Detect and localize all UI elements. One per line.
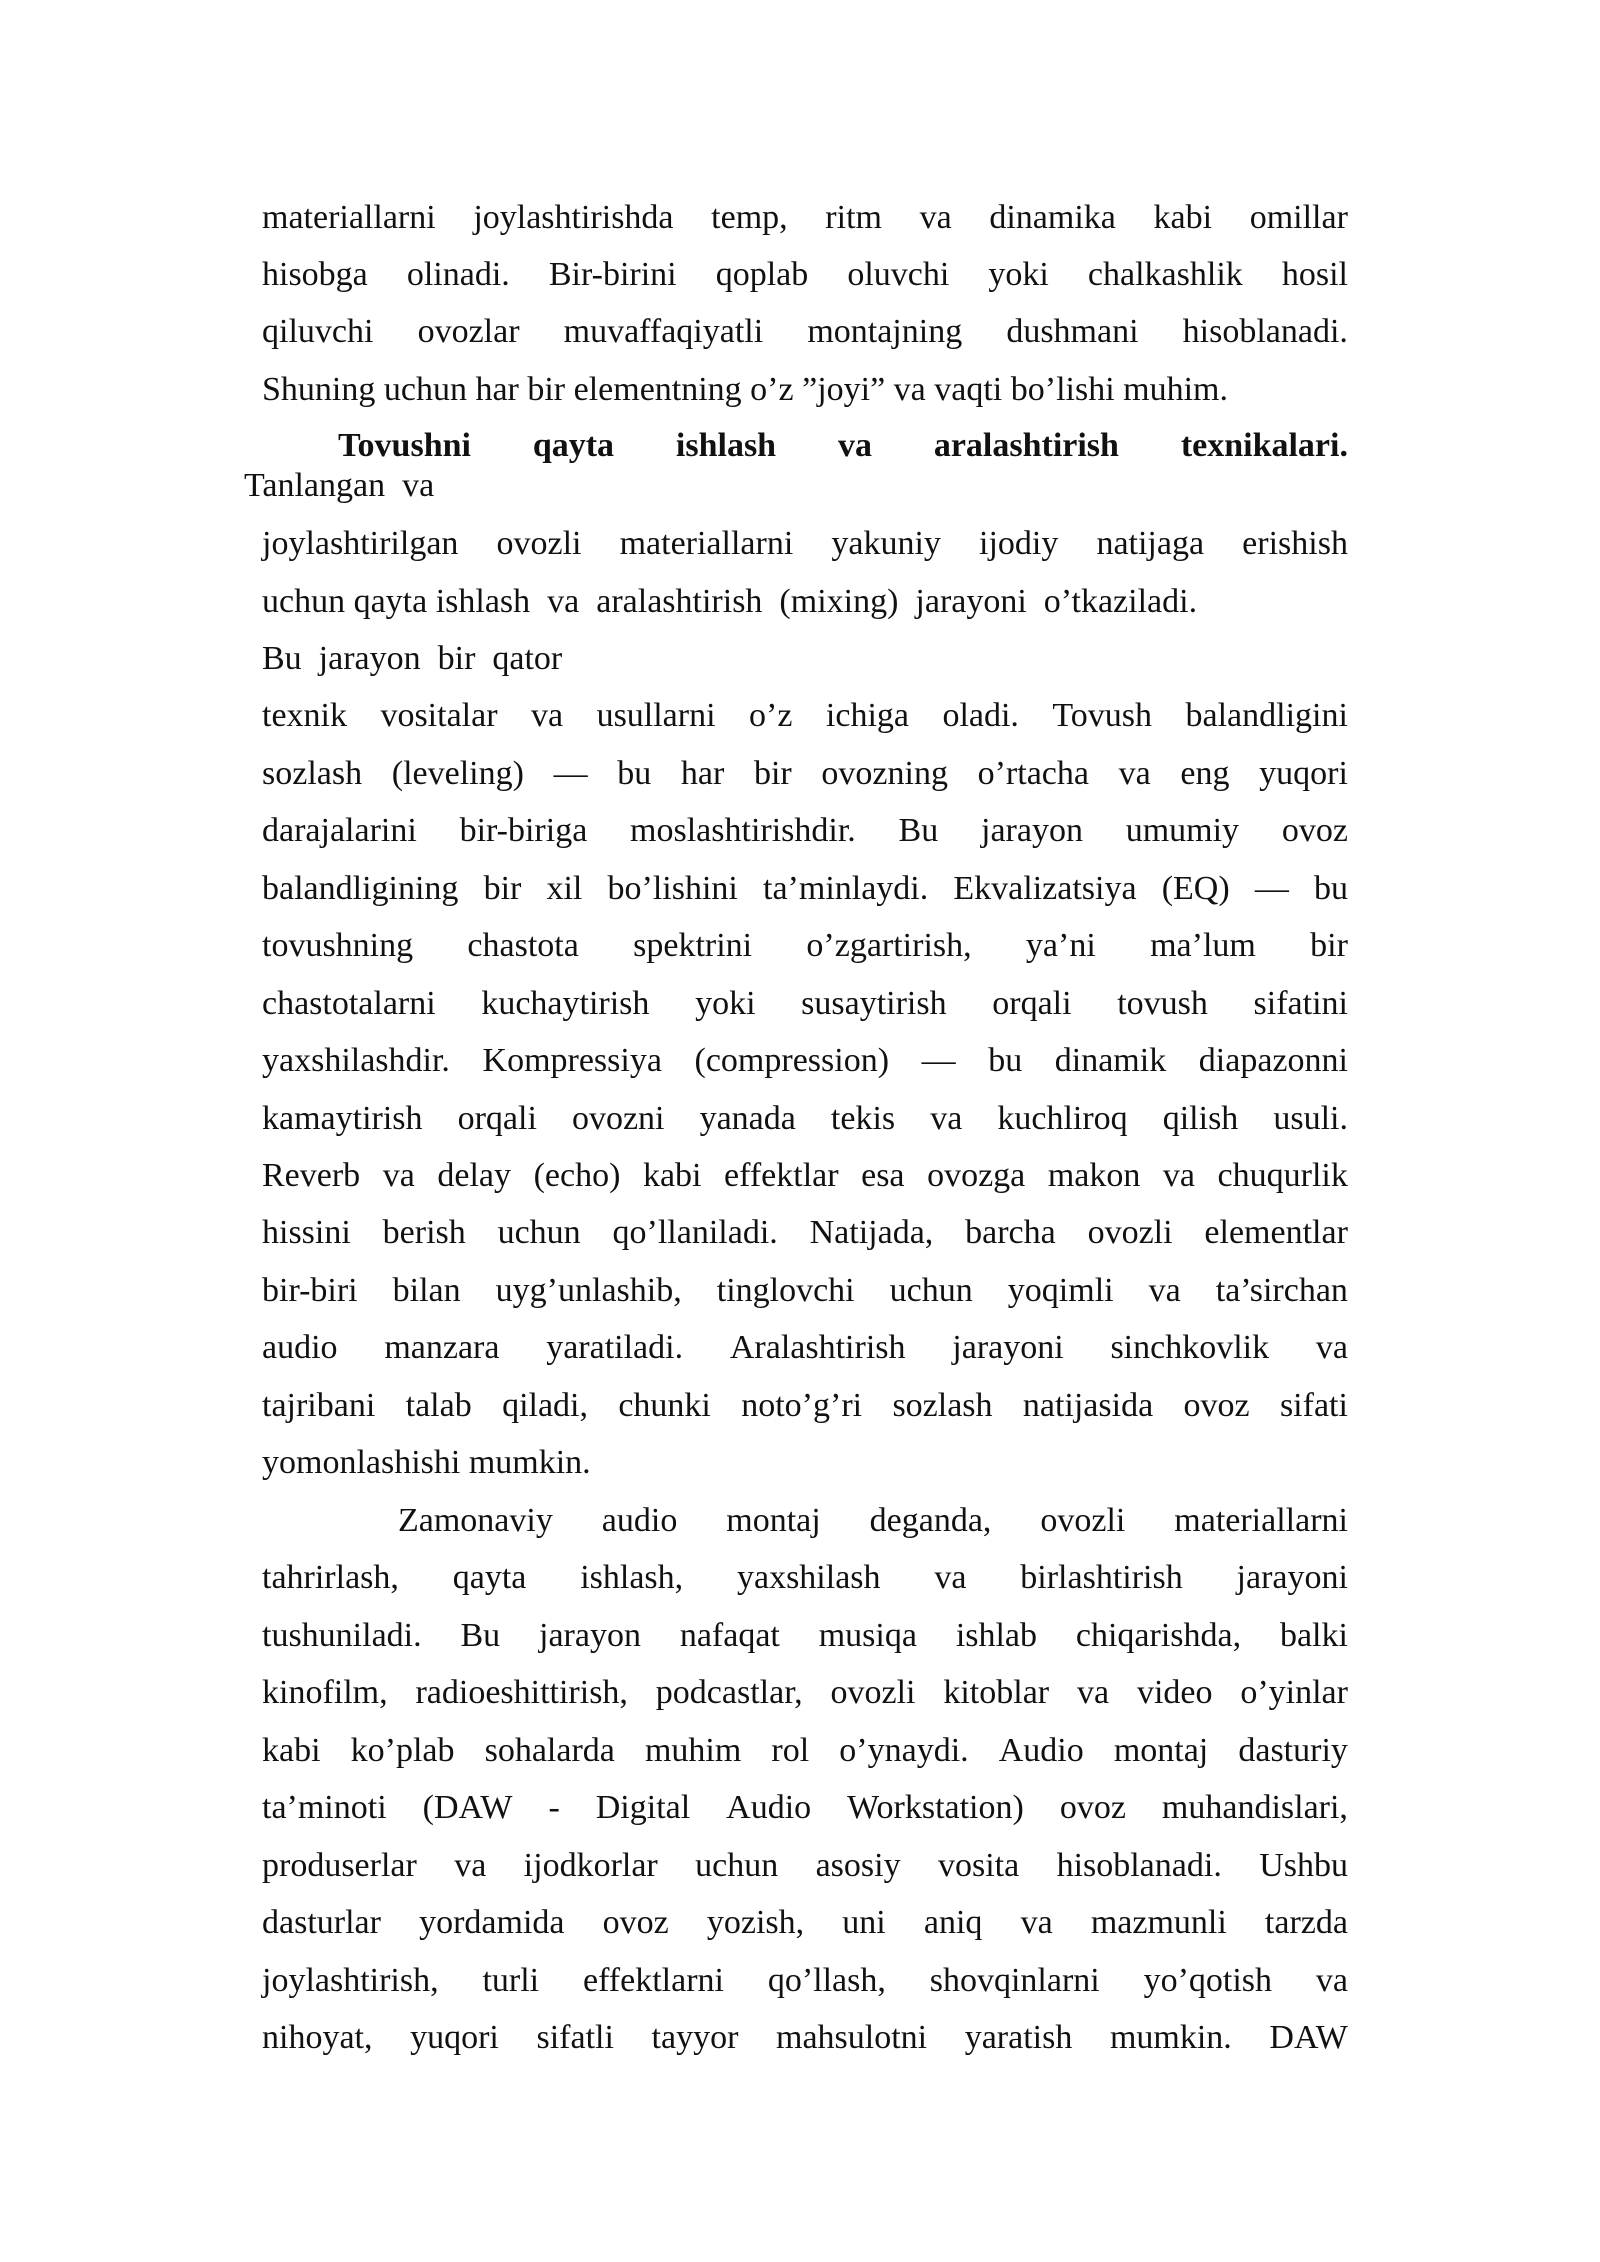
word: bu	[617, 755, 652, 792]
text-line	[262, 1614, 1348, 1658]
word: kabi	[262, 1732, 321, 1769]
word: darajalarini	[262, 812, 417, 849]
text-line	[262, 2016, 1348, 2060]
word: Bu	[898, 812, 939, 849]
word: makon	[1047, 1157, 1141, 1194]
word: talab	[405, 1387, 472, 1424]
word: sozlash	[262, 755, 363, 792]
word: yaxshilashdir.	[262, 1042, 450, 1079]
word: podcastlar,	[655, 1674, 803, 1711]
word: bir	[1310, 927, 1348, 964]
word: muhandislari,	[1161, 1789, 1348, 1826]
word: ma’lum	[1150, 927, 1256, 964]
word: materiallarni	[619, 525, 794, 562]
word: ishlash,	[580, 1559, 684, 1596]
word: bir	[753, 755, 792, 792]
text-line	[262, 196, 1348, 240]
word: umumiy	[1125, 812, 1240, 849]
word: qayta	[452, 1559, 527, 1596]
word: yozish,	[706, 1904, 805, 1941]
word: dushmani	[1006, 313, 1139, 350]
word: (leveling)	[391, 755, 524, 792]
word: Reverb	[262, 1157, 361, 1194]
word: va	[1148, 1272, 1181, 1309]
text-line	[262, 310, 1348, 354]
word: va	[1162, 1157, 1195, 1194]
word: chunki	[618, 1387, 711, 1424]
word: usuli.	[1273, 1100, 1348, 1137]
word: hisoblanadi.	[1056, 1847, 1222, 1884]
word: sifati	[1279, 1387, 1348, 1424]
word: Bir-birini	[548, 256, 677, 293]
word: effektlarni	[583, 1962, 724, 1999]
word: tinglovchi	[716, 1272, 855, 1309]
word: va	[1315, 1329, 1348, 1366]
word: manzara	[384, 1329, 500, 1366]
word: va	[531, 697, 564, 734]
word: Tovush	[1052, 697, 1153, 734]
text-line: yomonlashishi mumkin.	[262, 1444, 591, 1481]
word: bir	[483, 870, 522, 907]
text-line: Bu jarayon bir qator	[262, 640, 563, 677]
word: ijodiy	[979, 525, 1059, 562]
word: orqali	[457, 1100, 537, 1137]
word: qoplab	[715, 256, 809, 293]
word: materiallarni	[262, 199, 436, 236]
word: ovoz	[1059, 1789, 1126, 1826]
word: radioeshittirish,	[415, 1674, 628, 1711]
word: delay	[437, 1157, 512, 1194]
word: orqali	[992, 985, 1072, 1022]
word: vosita	[937, 1847, 1020, 1884]
word: dinamika	[989, 199, 1116, 236]
word: va	[837, 427, 872, 464]
text-line	[262, 1556, 1348, 1600]
word: jarayon	[981, 812, 1083, 849]
word: oluvchi	[847, 256, 950, 293]
word: yaratiladi.	[546, 1329, 684, 1366]
word: balandligining	[262, 870, 459, 907]
word: chastota	[467, 927, 579, 964]
word: —	[553, 755, 588, 792]
word: yakuniy	[831, 525, 941, 562]
word: yanada	[699, 1100, 796, 1137]
word: ovozga	[927, 1157, 1026, 1194]
word: chalkashlik	[1087, 256, 1243, 293]
word: ovozli	[496, 525, 582, 562]
text-line	[262, 253, 1348, 297]
text-line	[262, 1844, 1348, 1888]
word: rol	[771, 1732, 810, 1769]
word: uchun	[695, 1847, 779, 1884]
word: ovoz	[1281, 812, 1348, 849]
word: va	[382, 1157, 415, 1194]
word: esa	[861, 1157, 905, 1194]
word: uchun	[497, 1214, 581, 1251]
word: ovoz	[602, 1904, 669, 1941]
word: video	[1136, 1674, 1213, 1711]
word: joylashtirish,	[262, 1962, 439, 1999]
word: Kompressiya	[482, 1042, 662, 1079]
word: o’zgartirish,	[806, 927, 972, 964]
word: mahsulotni	[776, 2019, 928, 2056]
word: bu	[1313, 870, 1348, 907]
text-line: uchun qayta ishlash va aralashtirish (mixing) jarayoni o’tkaziladi.	[262, 583, 1198, 620]
word: jarayoni	[1236, 1559, 1348, 1596]
word: natijasida	[1022, 1387, 1154, 1424]
word: —	[921, 1042, 956, 1079]
text-line	[262, 1326, 1348, 1370]
word: aniq	[923, 1904, 983, 1941]
word: ijodkorlar	[523, 1847, 658, 1884]
word: ovoz	[1183, 1387, 1250, 1424]
word: qiladi,	[502, 1387, 588, 1424]
word: usullarni	[596, 697, 716, 734]
word: materiallarni	[1174, 1502, 1348, 1539]
word: dasturiy	[1238, 1732, 1348, 1769]
word: barcha	[965, 1214, 1056, 1251]
text-line	[262, 1269, 1348, 1313]
word: chiqarishda,	[1075, 1617, 1242, 1654]
word: tekis	[830, 1100, 896, 1137]
word: yaxshilash	[736, 1559, 881, 1596]
word: yoqimli	[1007, 1272, 1114, 1309]
word: Digital	[595, 1789, 691, 1826]
word: kuchaytirish	[481, 985, 650, 1022]
word: balandligini	[1185, 697, 1348, 734]
word: audio	[262, 1329, 338, 1366]
word: joylashtirishda	[473, 199, 674, 236]
text-line	[262, 1097, 1348, 1141]
word: kitoblar	[943, 1674, 1050, 1711]
word: ovozning	[821, 755, 948, 792]
word: hisobga	[262, 256, 368, 293]
word: bir-biri	[262, 1272, 358, 1309]
section-heading	[338, 424, 1348, 468]
word: va	[934, 1559, 967, 1596]
word: texnik	[262, 697, 347, 734]
word: Bu	[460, 1617, 501, 1654]
word: ta’minoti	[262, 1789, 387, 1826]
word: va	[1118, 755, 1151, 792]
word: o’z	[749, 697, 793, 734]
text-line	[262, 1671, 1348, 1715]
word: bir-biriga	[459, 812, 588, 849]
word: qiluvchi	[262, 313, 374, 350]
word: o’rtacha	[977, 755, 1089, 792]
word: asosiy	[815, 1847, 901, 1884]
word: qo’llaniladi.	[612, 1214, 778, 1251]
word: Audio	[998, 1732, 1084, 1769]
word: Tovushni	[338, 427, 471, 464]
word: nihoyat,	[262, 2019, 373, 2056]
word: texnikalari.	[1180, 427, 1348, 464]
word: noto’g’ri	[741, 1387, 863, 1424]
word: produserlar	[262, 1847, 417, 1884]
text-line	[262, 1959, 1348, 2003]
word: o’ynaydi.	[839, 1732, 969, 1769]
word: nafaqat	[679, 1617, 780, 1654]
word: deganda,	[869, 1502, 992, 1539]
word: audio	[601, 1502, 678, 1539]
word: qayta	[532, 427, 615, 464]
word: hosil	[1281, 256, 1348, 293]
text-line	[262, 1211, 1348, 1255]
word: (compression)	[694, 1042, 890, 1079]
word: yaratish	[964, 2019, 1073, 2056]
word: effektlar	[724, 1157, 839, 1194]
word: tarzda	[1264, 1904, 1348, 1941]
word: ya’ni	[1025, 927, 1096, 964]
word: yoki	[695, 985, 756, 1022]
word: bu	[988, 1042, 1023, 1079]
word: DAW	[1269, 2019, 1348, 2056]
word: jarayoni	[952, 1329, 1064, 1366]
word: kuchliroq	[997, 1100, 1128, 1137]
word: ko’plab	[350, 1732, 455, 1769]
word: ta’minlaydi.	[763, 870, 929, 907]
text-line	[262, 982, 1348, 1026]
text-line	[262, 1039, 1348, 1083]
word: sifatli	[536, 2019, 614, 2056]
text-line	[262, 1384, 1348, 1428]
word: tovush	[1117, 985, 1208, 1022]
word: ichiga	[825, 697, 909, 734]
word: Audio	[726, 1789, 812, 1826]
word: va	[930, 1100, 963, 1137]
word: mazmunli	[1090, 1904, 1227, 1941]
word: bilan	[392, 1272, 461, 1309]
word: xil	[546, 870, 583, 907]
word: aralashtirish	[933, 427, 1119, 464]
word: ovozli	[1087, 1214, 1173, 1251]
word: elementlar	[1204, 1214, 1348, 1251]
word: oladi.	[942, 697, 1019, 734]
word: va	[1020, 1904, 1053, 1941]
word: kabi	[642, 1157, 702, 1194]
word: Zamonaviy	[398, 1502, 553, 1539]
word: yoki	[988, 256, 1049, 293]
word: uchun	[889, 1272, 973, 1309]
word: musiqa	[818, 1617, 917, 1654]
word: tahrirlash,	[262, 1559, 399, 1596]
word: omillar	[1249, 199, 1348, 236]
word: Natijada,	[809, 1214, 934, 1251]
word: dasturlar	[262, 1904, 381, 1941]
word: va	[1315, 1962, 1348, 1999]
word: muvaffaqiyatli	[563, 313, 764, 350]
word: jarayon	[539, 1617, 641, 1654]
text-line	[262, 1729, 1348, 1773]
word: sifatini	[1253, 985, 1348, 1022]
word: turli	[482, 1962, 540, 1999]
word: ishlash	[675, 427, 777, 464]
word: chuqurlik	[1217, 1157, 1348, 1194]
word: hisoblanadi.	[1182, 313, 1348, 350]
text-line	[262, 752, 1348, 796]
word: sozlash	[892, 1387, 993, 1424]
text-line	[262, 522, 1348, 566]
word: moslashtirishdir.	[630, 812, 856, 849]
word: uyg’unlashib,	[495, 1272, 682, 1309]
word: uni	[842, 1904, 886, 1941]
word: kabi	[1153, 199, 1213, 236]
text-line	[398, 1499, 1348, 1543]
text-line	[262, 924, 1348, 968]
word: Ushbu	[1259, 1847, 1348, 1884]
word: kinofilm,	[262, 1674, 388, 1711]
word: qilish	[1162, 1100, 1239, 1137]
word: montaj	[726, 1502, 821, 1539]
word: yordamida	[419, 1904, 565, 1941]
word: (DAW	[422, 1789, 513, 1826]
word: ovozli	[1040, 1502, 1126, 1539]
word: (echo)	[533, 1157, 621, 1194]
word: ovozni	[571, 1100, 665, 1137]
word: ta’sirchan	[1215, 1272, 1348, 1309]
word: yuqori	[1259, 755, 1348, 792]
word: bo’lishini	[607, 870, 738, 907]
word: kamaytirish	[262, 1100, 423, 1137]
word: ovozlar	[417, 313, 520, 350]
word: mumkin.	[1109, 2019, 1232, 2056]
word: diapazonni	[1198, 1042, 1348, 1079]
word: berish	[382, 1214, 466, 1251]
word: yuqori	[410, 2019, 499, 2056]
word: ovozli	[830, 1674, 916, 1711]
word: tayyor	[651, 2019, 739, 2056]
word: ritm	[825, 199, 882, 236]
word: eng	[1180, 755, 1230, 792]
word: tushuniladi.	[262, 1617, 422, 1654]
text-line	[262, 867, 1348, 911]
word: har	[680, 755, 725, 792]
word: va	[454, 1847, 487, 1884]
word: shovqinlarni	[929, 1962, 1100, 1999]
word: montajning	[807, 313, 963, 350]
word: va	[1076, 1674, 1110, 1711]
word: sinchkovlik	[1110, 1329, 1270, 1366]
text-line: Shuning uchun har bir elementning o’z ”joyi” va vaqti bo’lishi muhim.	[262, 371, 1228, 408]
word: natijaga	[1096, 525, 1205, 562]
word: tajribani	[262, 1387, 376, 1424]
word: erishish	[1242, 525, 1348, 562]
word: -	[548, 1789, 560, 1826]
text-line	[262, 694, 1348, 738]
word: muhim	[644, 1732, 742, 1769]
word: Ekvalizatsiya	[953, 870, 1137, 907]
word: yo’qotish	[1143, 1962, 1273, 1999]
word: —	[1254, 870, 1289, 907]
word: olinadi.	[406, 256, 510, 293]
word: temp,	[711, 199, 788, 236]
word: susaytirish	[801, 985, 947, 1022]
text-line: Tanlangan va	[244, 467, 435, 504]
word: qo’llash,	[767, 1962, 886, 1999]
word: o’yinlar	[1240, 1674, 1348, 1711]
word: spektrini	[633, 927, 753, 964]
word: sohalarda	[484, 1732, 615, 1769]
word: Aralashtirish	[729, 1329, 906, 1366]
text-line	[262, 809, 1348, 853]
word: ishlab	[955, 1617, 1038, 1654]
word: birlashtirish	[1020, 1559, 1183, 1596]
word: tovushning	[262, 927, 414, 964]
word: Workstation)	[847, 1789, 1024, 1826]
text-line	[262, 1786, 1348, 1830]
word: joylashtirilgan	[262, 525, 459, 562]
word: chastotalarni	[262, 985, 436, 1022]
word: hissini	[262, 1214, 351, 1251]
text-line	[262, 1154, 1348, 1198]
word: (EQ)	[1161, 870, 1230, 907]
word: montaj	[1113, 1732, 1209, 1769]
word: dinamik	[1054, 1042, 1167, 1079]
word: va	[919, 199, 952, 236]
word: balki	[1279, 1617, 1348, 1654]
word: vositalar	[380, 697, 498, 734]
text-line	[262, 1901, 1348, 1945]
